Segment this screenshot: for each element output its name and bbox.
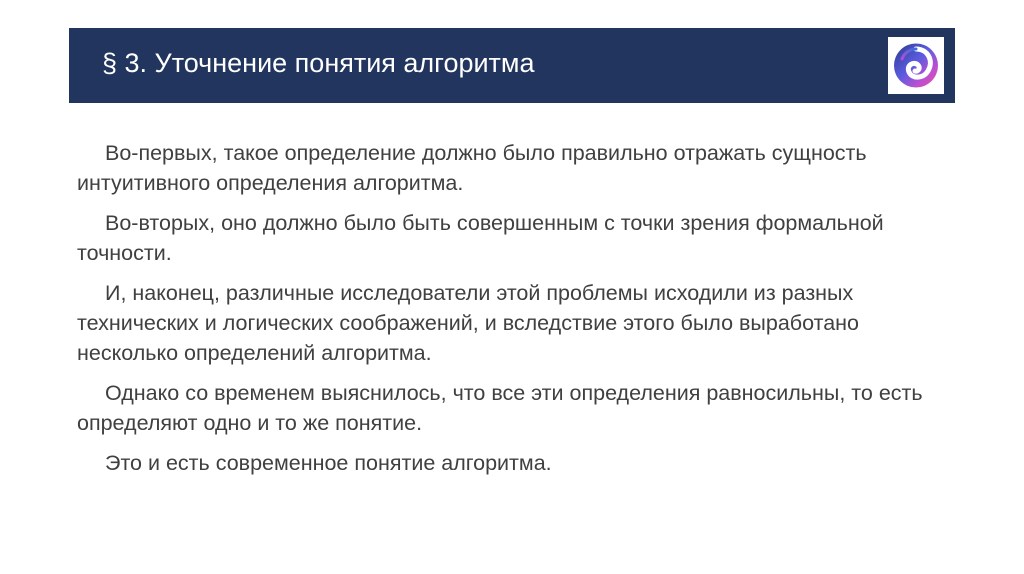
paragraph: Во-первых, такое определение должно было правильно отражать сущность интуитивного определения алгоритма. [77, 141, 867, 195]
paragraph: Во-вторых, оно должно было быть совершенным с точки зрения формальной точности. [77, 211, 884, 265]
page-title: § 3. Уточнение понятия алгоритма [102, 48, 535, 78]
logo [888, 37, 944, 94]
paragraph: Однако со временем выяснилось, что все эти определения равносильны, то есть определяют одно и то же понятие. [77, 381, 923, 435]
swirl-logo-icon [888, 37, 944, 94]
body-text [77, 138, 957, 488]
title-bar [69, 28, 955, 103]
paragraph: И, наконец, различные исследователи этой проблемы исходили из разных технических и логических соображений, и вследствие этого было выработано несколько определений алгоритма. [77, 281, 859, 365]
paragraph: Это и есть современное понятие алгоритма. [105, 451, 552, 475]
